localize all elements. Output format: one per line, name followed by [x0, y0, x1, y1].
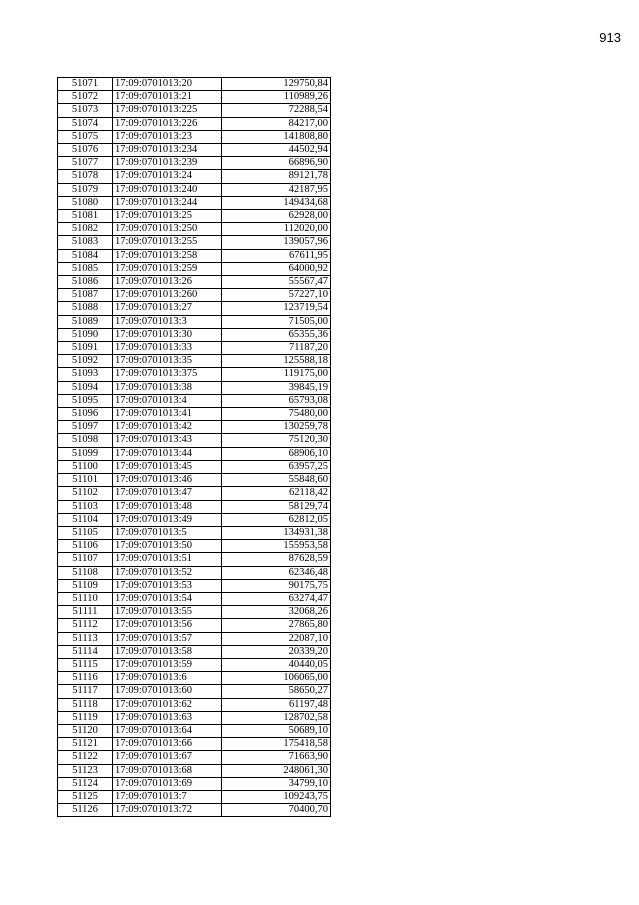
amount-cell: 119175,00: [222, 368, 331, 381]
amount-cell: 40440,05: [222, 658, 331, 671]
row-id-cell: 51103: [58, 500, 113, 513]
row-id-cell: 51086: [58, 276, 113, 289]
row-id-cell: 51090: [58, 328, 113, 341]
table-row: [58, 408, 331, 421]
row-id-cell: 51118: [58, 698, 113, 711]
cadastral-code-cell: 17:09:0701013:33: [113, 342, 222, 355]
cadastral-code-cell: 17:09:0701013:20: [113, 78, 222, 91]
cadastral-code-cell: 17:09:0701013:239: [113, 157, 222, 170]
row-id-cell: 51107: [58, 553, 113, 566]
row-id-cell: 51125: [58, 790, 113, 803]
table-row: [58, 91, 331, 104]
table-row: [58, 262, 331, 275]
row-id-cell: 51088: [58, 302, 113, 315]
table-row: [58, 711, 331, 724]
cadastral-code-cell: 17:09:0701013:244: [113, 196, 222, 209]
cadastral-code-cell: 17:09:0701013:56: [113, 619, 222, 632]
table-row: [58, 355, 331, 368]
row-id-cell: 51078: [58, 170, 113, 183]
table-row: [58, 698, 331, 711]
amount-cell: 55567,47: [222, 276, 331, 289]
cadastral-code-cell: 17:09:0701013:26: [113, 276, 222, 289]
row-id-cell: 51100: [58, 460, 113, 473]
table-row: [58, 421, 331, 434]
table-row: [58, 474, 331, 487]
row-id-cell: 51094: [58, 381, 113, 394]
table-row: [58, 157, 331, 170]
cadastral-code-cell: 17:09:0701013:5: [113, 526, 222, 539]
amount-cell: 62812,05: [222, 513, 331, 526]
amount-cell: 84217,00: [222, 117, 331, 130]
table-row: [58, 170, 331, 183]
amount-cell: 63957,25: [222, 460, 331, 473]
cadastral-code-cell: 17:09:0701013:67: [113, 751, 222, 764]
amount-cell: 70400,70: [222, 804, 331, 817]
row-id-cell: 51077: [58, 157, 113, 170]
amount-cell: 65793,08: [222, 394, 331, 407]
amount-cell: 58129,74: [222, 500, 331, 513]
amount-cell: 39845,19: [222, 381, 331, 394]
row-id-cell: 51093: [58, 368, 113, 381]
table-row: [58, 302, 331, 315]
amount-cell: 128702,58: [222, 711, 331, 724]
table-row: [58, 566, 331, 579]
cadastral-code-cell: 17:09:0701013:62: [113, 698, 222, 711]
cadastral-code-cell: 17:09:0701013:58: [113, 645, 222, 658]
cadastral-code-cell: 17:09:0701013:45: [113, 460, 222, 473]
table-row: [58, 804, 331, 817]
page-number: 913: [599, 30, 621, 45]
table-row: [58, 685, 331, 698]
row-id-cell: 51095: [58, 394, 113, 407]
row-id-cell: 51122: [58, 751, 113, 764]
table-row: [58, 632, 331, 645]
cadastral-code-cell: 17:09:0701013:60: [113, 685, 222, 698]
row-id-cell: 51112: [58, 619, 113, 632]
amount-cell: 89121,78: [222, 170, 331, 183]
cadastral-code-cell: 17:09:0701013:48: [113, 500, 222, 513]
cadastral-code-cell: 17:09:0701013:44: [113, 447, 222, 460]
table-row: [58, 513, 331, 526]
cadastral-code-cell: 17:09:0701013:225: [113, 104, 222, 117]
row-id-cell: 51110: [58, 592, 113, 605]
cadastral-code-cell: 17:09:0701013:23: [113, 130, 222, 143]
data-table: [57, 77, 331, 817]
amount-cell: 67611,95: [222, 249, 331, 262]
cadastral-code-cell: 17:09:0701013:38: [113, 381, 222, 394]
table-row: [58, 368, 331, 381]
table-row: [58, 672, 331, 685]
amount-cell: 87628,59: [222, 553, 331, 566]
table-row: [58, 289, 331, 302]
table-row: [58, 777, 331, 790]
row-id-cell: 51121: [58, 738, 113, 751]
cadastral-code-cell: 17:09:0701013:255: [113, 236, 222, 249]
table-row: [58, 606, 331, 619]
cadastral-code-cell: 17:09:0701013:50: [113, 540, 222, 553]
amount-cell: 61197,48: [222, 698, 331, 711]
row-id-cell: 51099: [58, 447, 113, 460]
cadastral-code-cell: 17:09:0701013:46: [113, 474, 222, 487]
amount-cell: 129750,84: [222, 78, 331, 91]
amount-cell: 141808,80: [222, 130, 331, 143]
cadastral-code-cell: 17:09:0701013:375: [113, 368, 222, 381]
row-id-cell: 51106: [58, 540, 113, 553]
cadastral-code-cell: 17:09:0701013:226: [113, 117, 222, 130]
row-id-cell: 51126: [58, 804, 113, 817]
row-id-cell: 51104: [58, 513, 113, 526]
cadastral-code-cell: 17:09:0701013:21: [113, 91, 222, 104]
table-row: [58, 619, 331, 632]
table-row: [58, 447, 331, 460]
cadastral-code-cell: 17:09:0701013:55: [113, 606, 222, 619]
row-id-cell: 51111: [58, 606, 113, 619]
table-row: [58, 434, 331, 447]
row-id-cell: 51071: [58, 78, 113, 91]
amount-cell: 248061,30: [222, 764, 331, 777]
amount-cell: 112020,00: [222, 223, 331, 236]
amount-cell: 32068,26: [222, 606, 331, 619]
table-row: [58, 117, 331, 130]
table-row: [58, 130, 331, 143]
table-row: [58, 210, 331, 223]
cadastral-code-cell: 17:09:0701013:54: [113, 592, 222, 605]
cadastral-code-cell: 17:09:0701013:260: [113, 289, 222, 302]
cadastral-code-cell: 17:09:0701013:24: [113, 170, 222, 183]
table-row: [58, 342, 331, 355]
amount-cell: 175418,58: [222, 738, 331, 751]
table-row: [58, 276, 331, 289]
row-id-cell: 51102: [58, 487, 113, 500]
amount-cell: 50689,10: [222, 724, 331, 737]
cadastral-code-cell: 17:09:0701013:43: [113, 434, 222, 447]
amount-cell: 71505,00: [222, 315, 331, 328]
amount-cell: 72288,54: [222, 104, 331, 117]
row-id-cell: 51120: [58, 724, 113, 737]
cadastral-code-cell: 17:09:0701013:66: [113, 738, 222, 751]
cadastral-code-cell: 17:09:0701013:30: [113, 328, 222, 341]
cadastral-code-cell: 17:09:0701013:3: [113, 315, 222, 328]
cadastral-code-cell: 17:09:0701013:72: [113, 804, 222, 817]
amount-cell: 34799,10: [222, 777, 331, 790]
amount-cell: 57227,10: [222, 289, 331, 302]
amount-cell: 27865,80: [222, 619, 331, 632]
amount-cell: 42187,95: [222, 183, 331, 196]
amount-cell: 62118,42: [222, 487, 331, 500]
table-row: [58, 658, 331, 671]
amount-cell: 134931,38: [222, 526, 331, 539]
cadastral-code-cell: 17:09:0701013:234: [113, 144, 222, 157]
cadastral-code-cell: 17:09:0701013:53: [113, 579, 222, 592]
row-id-cell: 51089: [58, 315, 113, 328]
row-id-cell: 51097: [58, 421, 113, 434]
amount-cell: 63274,47: [222, 592, 331, 605]
table-row: [58, 500, 331, 513]
table-row: [58, 183, 331, 196]
row-id-cell: 51072: [58, 91, 113, 104]
table-row: [58, 724, 331, 737]
table-row: [58, 738, 331, 751]
row-id-cell: 51113: [58, 632, 113, 645]
cadastral-code-cell: 17:09:0701013:25: [113, 210, 222, 223]
table-row: [58, 315, 331, 328]
amount-cell: 20339,20: [222, 645, 331, 658]
table-row: [58, 196, 331, 209]
row-id-cell: 51082: [58, 223, 113, 236]
cadastral-code-cell: 17:09:0701013:240: [113, 183, 222, 196]
table-row: [58, 592, 331, 605]
cadastral-code-cell: 17:09:0701013:47: [113, 487, 222, 500]
amount-cell: 110989,26: [222, 91, 331, 104]
amount-cell: 64000,92: [222, 262, 331, 275]
cadastral-code-cell: 17:09:0701013:4: [113, 394, 222, 407]
amount-cell: 68906,10: [222, 447, 331, 460]
row-id-cell: 51123: [58, 764, 113, 777]
table-row: [58, 460, 331, 473]
row-id-cell: 51101: [58, 474, 113, 487]
table-body: [58, 78, 331, 817]
cadastral-code-cell: 17:09:0701013:69: [113, 777, 222, 790]
table-row: [58, 553, 331, 566]
table-row: [58, 78, 331, 91]
row-id-cell: 51085: [58, 262, 113, 275]
row-id-cell: 51116: [58, 672, 113, 685]
amount-cell: 130259,78: [222, 421, 331, 434]
amount-cell: 123719,54: [222, 302, 331, 315]
table-row: [58, 540, 331, 553]
row-id-cell: 51080: [58, 196, 113, 209]
row-id-cell: 51119: [58, 711, 113, 724]
cadastral-code-cell: 17:09:0701013:63: [113, 711, 222, 724]
row-id-cell: 51109: [58, 579, 113, 592]
row-id-cell: 51081: [58, 210, 113, 223]
amount-cell: 139057,96: [222, 236, 331, 249]
row-id-cell: 51075: [58, 130, 113, 143]
table-row: [58, 751, 331, 764]
cadastral-code-cell: 17:09:0701013:7: [113, 790, 222, 803]
row-id-cell: 51084: [58, 249, 113, 262]
row-id-cell: 51108: [58, 566, 113, 579]
cadastral-code-cell: 17:09:0701013:6: [113, 672, 222, 685]
table-row: [58, 223, 331, 236]
cadastral-code-cell: 17:09:0701013:259: [113, 262, 222, 275]
amount-cell: 106065,00: [222, 672, 331, 685]
table-row: [58, 236, 331, 249]
amount-cell: 65355,36: [222, 328, 331, 341]
cadastral-code-cell: 17:09:0701013:41: [113, 408, 222, 421]
amount-cell: 66896,90: [222, 157, 331, 170]
row-id-cell: 51091: [58, 342, 113, 355]
row-id-cell: 51115: [58, 658, 113, 671]
cadastral-code-cell: 17:09:0701013:35: [113, 355, 222, 368]
row-id-cell: 51074: [58, 117, 113, 130]
row-id-cell: 51117: [58, 685, 113, 698]
amount-cell: 109243,75: [222, 790, 331, 803]
table-row: [58, 579, 331, 592]
table-row: [58, 381, 331, 394]
row-id-cell: 51092: [58, 355, 113, 368]
row-id-cell: 51105: [58, 526, 113, 539]
amount-cell: 71187,20: [222, 342, 331, 355]
amount-cell: 155953,58: [222, 540, 331, 553]
cadastral-code-cell: 17:09:0701013:52: [113, 566, 222, 579]
amount-cell: 22087,10: [222, 632, 331, 645]
row-id-cell: 51098: [58, 434, 113, 447]
table-row: [58, 790, 331, 803]
table-row: [58, 526, 331, 539]
cadastral-code-cell: 17:09:0701013:42: [113, 421, 222, 434]
amount-cell: 71663,90: [222, 751, 331, 764]
cadastral-code-cell: 17:09:0701013:57: [113, 632, 222, 645]
amount-cell: 75120,30: [222, 434, 331, 447]
row-id-cell: 51076: [58, 144, 113, 157]
row-id-cell: 51073: [58, 104, 113, 117]
amount-cell: 62346,48: [222, 566, 331, 579]
cadastral-code-cell: 17:09:0701013:250: [113, 223, 222, 236]
amount-cell: 44502,94: [222, 144, 331, 157]
cadastral-code-cell: 17:09:0701013:27: [113, 302, 222, 315]
cadastral-code-cell: 17:09:0701013:51: [113, 553, 222, 566]
cadastral-code-cell: 17:09:0701013:258: [113, 249, 222, 262]
cadastral-code-cell: 17:09:0701013:68: [113, 764, 222, 777]
table-row: [58, 144, 331, 157]
amount-cell: 75480,00: [222, 408, 331, 421]
table-row: [58, 249, 331, 262]
cadastral-code-cell: 17:09:0701013:59: [113, 658, 222, 671]
amount-cell: 125588,18: [222, 355, 331, 368]
row-id-cell: 51087: [58, 289, 113, 302]
row-id-cell: 51114: [58, 645, 113, 658]
amount-cell: 55848,60: [222, 474, 331, 487]
row-id-cell: 51124: [58, 777, 113, 790]
amount-cell: 62928,00: [222, 210, 331, 223]
row-id-cell: 51079: [58, 183, 113, 196]
table-row: [58, 104, 331, 117]
amount-cell: 90175,75: [222, 579, 331, 592]
table-row: [58, 394, 331, 407]
table-row: [58, 645, 331, 658]
table-row: [58, 328, 331, 341]
amount-cell: 58650,27: [222, 685, 331, 698]
cadastral-code-cell: 17:09:0701013:64: [113, 724, 222, 737]
table-row: [58, 487, 331, 500]
row-id-cell: 51083: [58, 236, 113, 249]
table-row: [58, 764, 331, 777]
row-id-cell: 51096: [58, 408, 113, 421]
amount-cell: 149434,68: [222, 196, 331, 209]
cadastral-code-cell: 17:09:0701013:49: [113, 513, 222, 526]
